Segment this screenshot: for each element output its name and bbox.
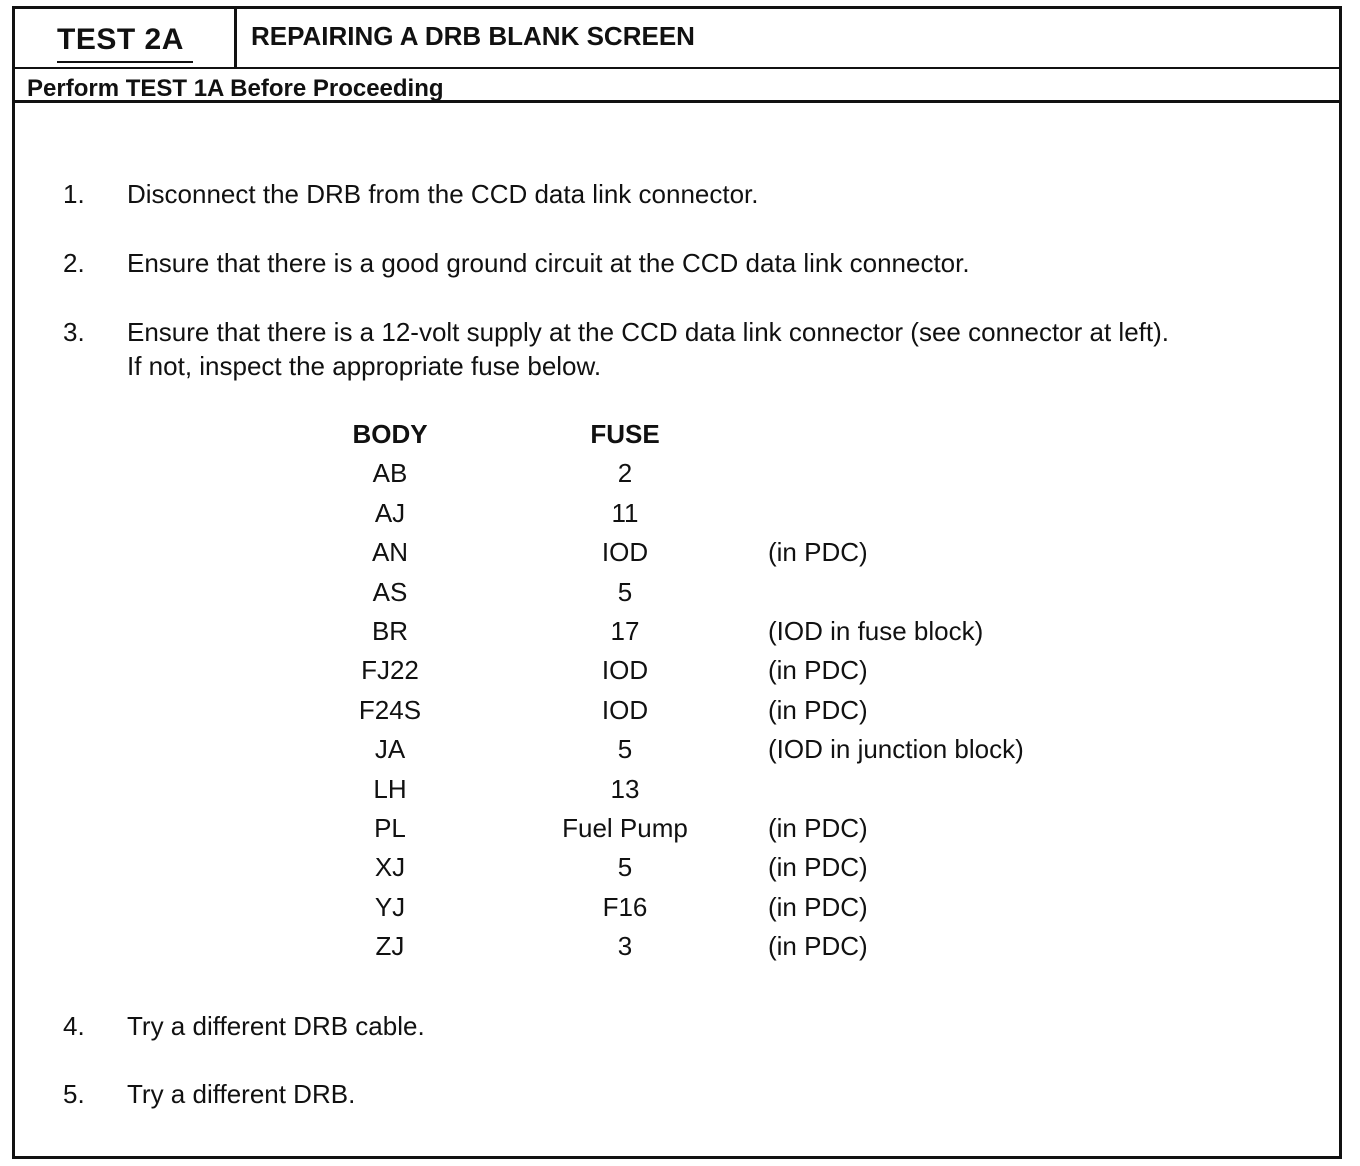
step-number: 1. <box>63 179 85 209</box>
body-cell: PL <box>374 812 406 843</box>
body-cell: F24S <box>358 694 422 725</box>
header-row <box>15 9 1339 67</box>
test-id: TEST 2A <box>57 23 184 56</box>
fuse-cell: 17 <box>610 615 640 646</box>
step-text: Try a different DRB cable. <box>127 1011 425 1041</box>
fuse-cell: 5 <box>617 852 633 883</box>
body-cell: ZJ <box>375 931 405 962</box>
fuse-cell: Fuel Pump <box>562 812 688 843</box>
step-text: Disconnect the DRB from the CCD data link connector. <box>127 179 759 209</box>
note-cell: (in PDC) <box>768 694 868 725</box>
body-cell: XJ <box>374 852 406 883</box>
fuse-cell: 5 <box>617 734 633 765</box>
body-cell: LH <box>373 773 407 804</box>
note-cell: (in PDC) <box>768 537 868 568</box>
fuse-cell: 13 <box>610 773 640 804</box>
prerequisite-text: Perform TEST 1A Before Proceeding <box>27 75 444 102</box>
note-cell: (IOD in fuse block) <box>768 615 984 646</box>
fuse-cell: 3 <box>617 931 633 962</box>
body-cell: FJ22 <box>361 655 419 686</box>
column-header-body: BODY <box>352 419 428 449</box>
step-number: 4. <box>63 1011 85 1041</box>
note-cell: (in PDC) <box>768 891 868 922</box>
body-cell: BR <box>371 615 409 646</box>
step-text: If not, inspect the appropriate fuse below. <box>127 351 602 381</box>
fuse-cell: IOD <box>601 694 649 725</box>
step-text: Try a different DRB. <box>127 1079 356 1109</box>
body-cell: AB <box>372 458 408 489</box>
column-header-fuse: FUSE <box>590 419 660 449</box>
note-cell: (IOD in junction block) <box>768 734 1024 765</box>
note-cell: (in PDC) <box>768 931 868 962</box>
fuse-cell: F16 <box>602 891 648 922</box>
test-id-box <box>15 9 237 67</box>
step-number: 2. <box>63 248 85 278</box>
fuse-cell: IOD <box>601 655 649 686</box>
body-cell: AS <box>372 576 408 607</box>
note-cell: (in PDC) <box>768 812 868 843</box>
step-number: 5. <box>63 1079 85 1109</box>
fuse-cell: IOD <box>601 537 649 568</box>
step-number: 3. <box>63 317 85 347</box>
body-cell: AJ <box>374 497 406 528</box>
body-cell: AN <box>371 537 409 568</box>
body-cell: YJ <box>374 891 406 922</box>
note-cell: (in PDC) <box>768 655 868 686</box>
step-text: Ensure that there is a good ground circuit at the CCD data link connector. <box>127 248 970 278</box>
body-cell: JA <box>374 734 406 765</box>
note-cell: (in PDC) <box>768 852 868 883</box>
fuse-cell: 2 <box>617 458 633 489</box>
fuse-cell: 5 <box>617 576 633 607</box>
step-text: Ensure that there is a 12-volt supply at the CCD data link connector (see connector at left). <box>127 317 1169 347</box>
prerequisite-row <box>15 67 1339 103</box>
test-title: REPAIRING A DRB BLANK SCREEN <box>251 21 695 51</box>
test-id-underline <box>57 61 193 63</box>
fuse-cell: 11 <box>611 497 639 528</box>
procedure-frame <box>12 6 1342 1159</box>
